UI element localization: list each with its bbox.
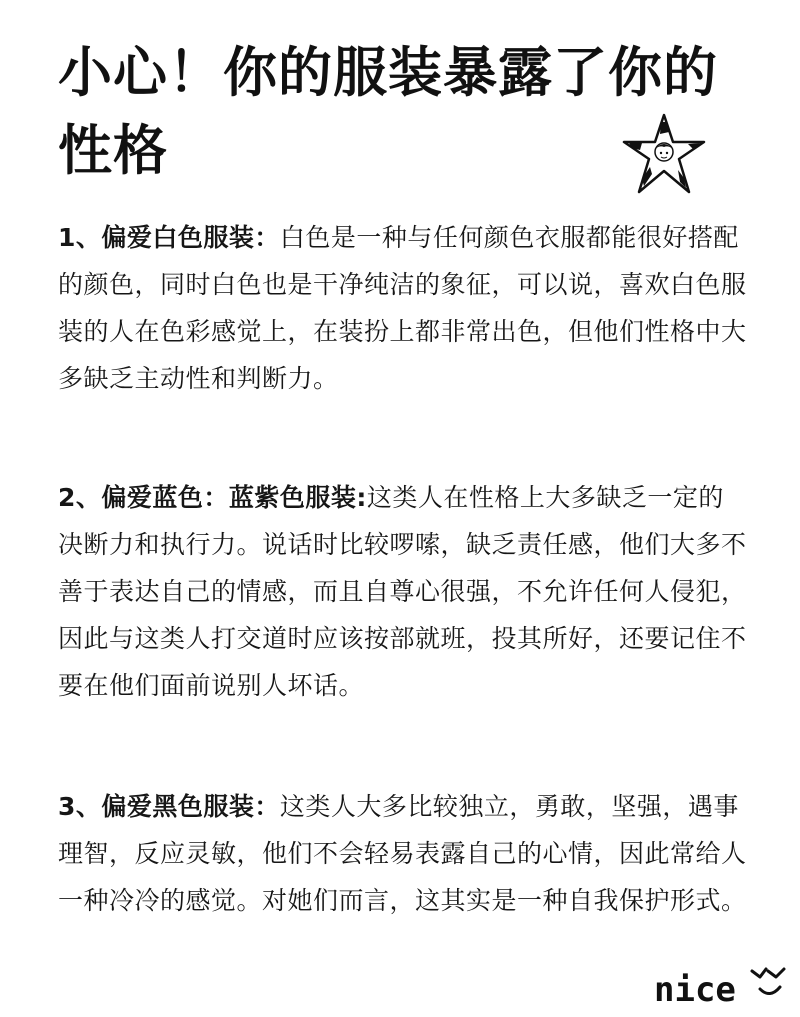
- nice-doodle: [652, 955, 792, 1015]
- section-white-clothing: [58, 214, 748, 402]
- section-body: 这类人在性格上大多缺乏一定的决断力和执行力。说话时比较啰嗦，缺乏责任感，他们大多不善于表达自己的情感，而且自尊心很强，不允许任何人侵犯，因此与这类人打交道时应该按部就班，投其所好，还要记住不要在他们面前说别人坏话。: [58, 483, 747, 700]
- nice-text: nice: [654, 970, 736, 1010]
- section-body: 白色是一种与任何颜色衣服都能很好搭配的颜色，同时白色也是干净纯洁的象征，可以说，喜欢白色服装的人在色彩感觉上，在装扮上都非常出色，但他们性格中大多缺乏主动性和判断力。: [58, 223, 747, 393]
- section-heading: 2、偏爱蓝色：蓝紫色服装:: [58, 483, 367, 512]
- smile-face-doodle-icon: [752, 969, 784, 994]
- section-blue-clothing: [58, 474, 748, 709]
- section-black-clothing: [58, 783, 748, 924]
- section-heading: 1、偏爱白色服装：: [58, 223, 280, 252]
- page-title: 小心！你的服装暴露了你的性格: [58, 41, 718, 182]
- cow-pattern-star-face-icon: [620, 112, 708, 198]
- section-body: 这类人大多比较独立，勇敢，坚强，遇事理智，反应灵敏，他们不会轻易表露自己的心情，因此常给人一种冷冷的感觉。对她们而言，这其实是一种自我保护形式。: [58, 792, 747, 915]
- section-heading: 3、偏爱黑色服装：: [58, 792, 280, 821]
